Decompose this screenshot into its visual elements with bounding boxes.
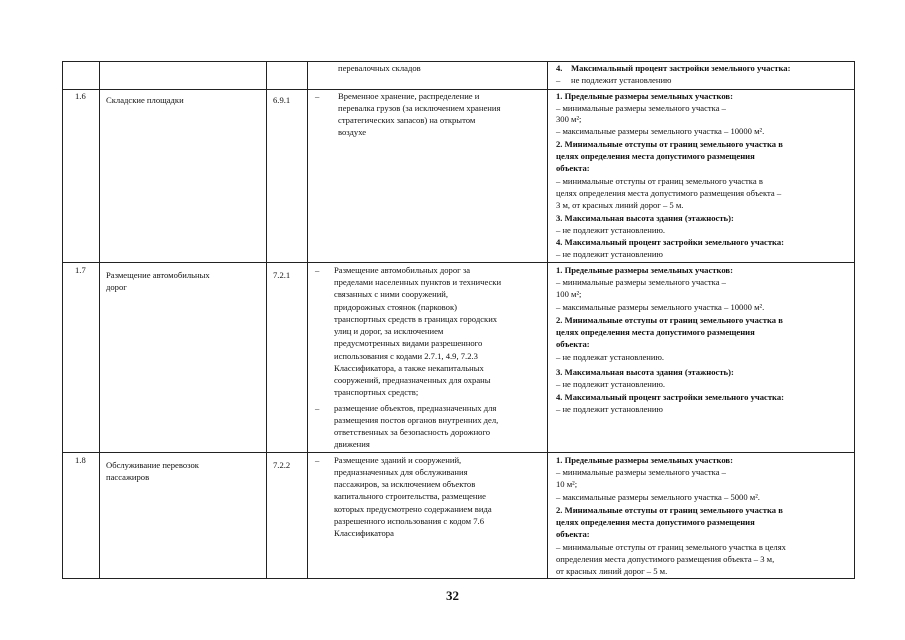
- param-dash: –: [556, 75, 561, 85]
- param-line: 1. Предельные размеры земельных участков:: [556, 265, 733, 275]
- use-text-line: улиц и дорог, за исключением: [334, 326, 444, 336]
- row-divider: [62, 89, 855, 90]
- param-line: 4. Максимальный процент застройки земельного участка:: [556, 237, 785, 247]
- param-line: 4. Максимальный процент застройки земельного участка:: [556, 392, 785, 402]
- use-text-line: Классификатора: [334, 528, 394, 538]
- use-text-line: предусмотренных видами разрешенного: [334, 338, 483, 348]
- row-divider: [62, 262, 855, 263]
- param-line: целях определения места допустимого размещения: [556, 151, 755, 161]
- param-line: 1. Предельные размеры земельных участков:: [556, 91, 733, 101]
- use-text-line: Размещение зданий и сооружений,: [334, 455, 462, 465]
- use-text-line: Временное хранение, распределение и: [338, 91, 480, 101]
- param-line: не подлежит установлению: [571, 75, 672, 85]
- use-text-line: размещения постов органов внутренних дел,: [334, 415, 499, 425]
- use-text-line: использования с кодами 2.7.1, 4.9, 7.2.3: [334, 351, 478, 361]
- use-text-line: движения: [334, 439, 370, 449]
- table-bottom-border: [62, 578, 855, 579]
- param-line: целях определения места допустимого размещения: [556, 517, 755, 527]
- use-text-line: которых предусмотрено содержанием вида: [334, 504, 492, 514]
- param-line: – не подлежит установлению.: [556, 225, 666, 235]
- use-text-line: разрешенного использования с кодом 7.6: [334, 516, 484, 526]
- page-number: 32: [446, 588, 459, 603]
- use-text-line: Классификатора, а также некапитальных: [334, 363, 484, 373]
- param-line: – максимальные размеры земельного участка – 10000 м².: [556, 126, 765, 136]
- use-text-line: капитального строительства, размещение: [334, 491, 486, 501]
- use-text-line: связанных с ними сооружений,: [334, 289, 449, 299]
- param-line: – не подлежит установлению: [556, 249, 663, 259]
- param-line: 3 м, от красных линий дорог – 5 м.: [556, 200, 684, 210]
- use-text-line: Размещение автомобильных дорог за: [334, 265, 471, 275]
- row-name: Складские площадки: [106, 95, 184, 105]
- col-border: [307, 61, 308, 579]
- col-border: [99, 61, 100, 579]
- use-text-line: придорожных стоянок (парковок): [334, 302, 458, 312]
- param-line: 1. Предельные размеры земельных участков:: [556, 455, 733, 465]
- param-line: объекта:: [556, 339, 590, 349]
- col-border: [266, 61, 267, 579]
- param-line: – не подлежат установлению.: [556, 352, 665, 362]
- use-text-line: предназначенных для обслуживания: [334, 467, 468, 477]
- bullet-dash: –: [315, 91, 320, 101]
- col-border: [854, 61, 855, 579]
- table-top-border: [62, 61, 855, 62]
- param-line: – максимальные размеры земельного участка – 5000 м².: [556, 492, 760, 502]
- row-name: дорог: [106, 282, 127, 292]
- param-line: – не подлежит установлению.: [556, 379, 666, 389]
- param-num: 4.: [556, 63, 563, 73]
- param-line: – минимальные размеры земельного участка –: [556, 103, 726, 113]
- param-line: – минимальные отступы от границ земельного участка в целях: [556, 542, 786, 552]
- row-name: пассажиров: [106, 472, 150, 482]
- param-line: 10 м²;: [556, 479, 578, 489]
- row-code: 6.9.1: [273, 95, 291, 105]
- use-text-line: стратегических запасов) на открытом: [338, 115, 476, 125]
- param-line: объекта:: [556, 529, 590, 539]
- param-line: 300 м²;: [556, 114, 582, 124]
- param-line: 100 м²;: [556, 289, 582, 299]
- use-text-line: воздухе: [338, 127, 367, 137]
- param-line: – минимальные размеры земельного участка –: [556, 277, 726, 287]
- param-line: 2. Минимальные отступы от границ земельного участка в: [556, 505, 783, 515]
- col-border: [62, 61, 63, 579]
- param-line: целях определения места допустимого размещения: [556, 327, 755, 337]
- row-code: 7.2.2: [273, 460, 291, 470]
- param-line: 2. Минимальные отступы от границ земельного участка в: [556, 315, 783, 325]
- use-text-line: транспортных средств в границах городских: [334, 314, 498, 324]
- param-line: – максимальные размеры земельного участка – 10000 м².: [556, 302, 765, 312]
- use-text-line: пассажиров, за исключением объектов: [334, 479, 476, 489]
- param-line: целях определения места допустимого размещения объекта –: [556, 188, 782, 198]
- row-name: Размещение автомобильных: [106, 270, 210, 280]
- bullet-dash: –: [315, 265, 320, 275]
- use-text-line: пределами населенных пунктов и технически: [334, 277, 502, 287]
- use-text-line: размещение объектов, предназначенных для: [334, 403, 497, 413]
- row-name: Обслуживание перевозок: [106, 460, 199, 470]
- param-heading: Максимальный процент застройки земельного участка:: [571, 63, 791, 73]
- param-line: от красных линий дорог – 5 м.: [556, 566, 668, 576]
- param-line: 3. Максимальная высота здания (этажность):: [556, 213, 734, 223]
- param-line: объекта:: [556, 163, 590, 173]
- use-text-line: транспортных средств;: [334, 387, 419, 397]
- row-id: 1.8: [75, 455, 86, 465]
- param-line: – минимальные отступы от границ земельного участка в: [556, 176, 763, 186]
- zoning-table: [62, 61, 855, 579]
- param-line: определения места допустимого размещения объекта – 3 м,: [556, 554, 775, 564]
- use-text-line: перевалка грузов (за исключением хранения: [338, 103, 501, 113]
- bullet-dash: –: [315, 455, 320, 465]
- param-line: – не подлежит установлению: [556, 404, 663, 414]
- row-id: 1.6: [75, 91, 86, 101]
- param-line: – минимальные размеры земельного участка –: [556, 467, 726, 477]
- row-id: 1.7: [75, 265, 86, 275]
- use-text-line: перевалочных складов: [338, 63, 421, 73]
- row-code: 7.2.1: [273, 270, 291, 280]
- bullet-dash: –: [315, 403, 320, 413]
- param-line: 3. Максимальная высота здания (этажность):: [556, 367, 734, 377]
- col-border: [547, 61, 548, 579]
- row-divider: [62, 452, 855, 453]
- use-text-line: ответственных за безопасность дорожного: [334, 427, 491, 437]
- use-text-line: сооружений, предназначенных для охраны: [334, 375, 491, 385]
- param-line: 2. Минимальные отступы от границ земельного участка в: [556, 139, 783, 149]
